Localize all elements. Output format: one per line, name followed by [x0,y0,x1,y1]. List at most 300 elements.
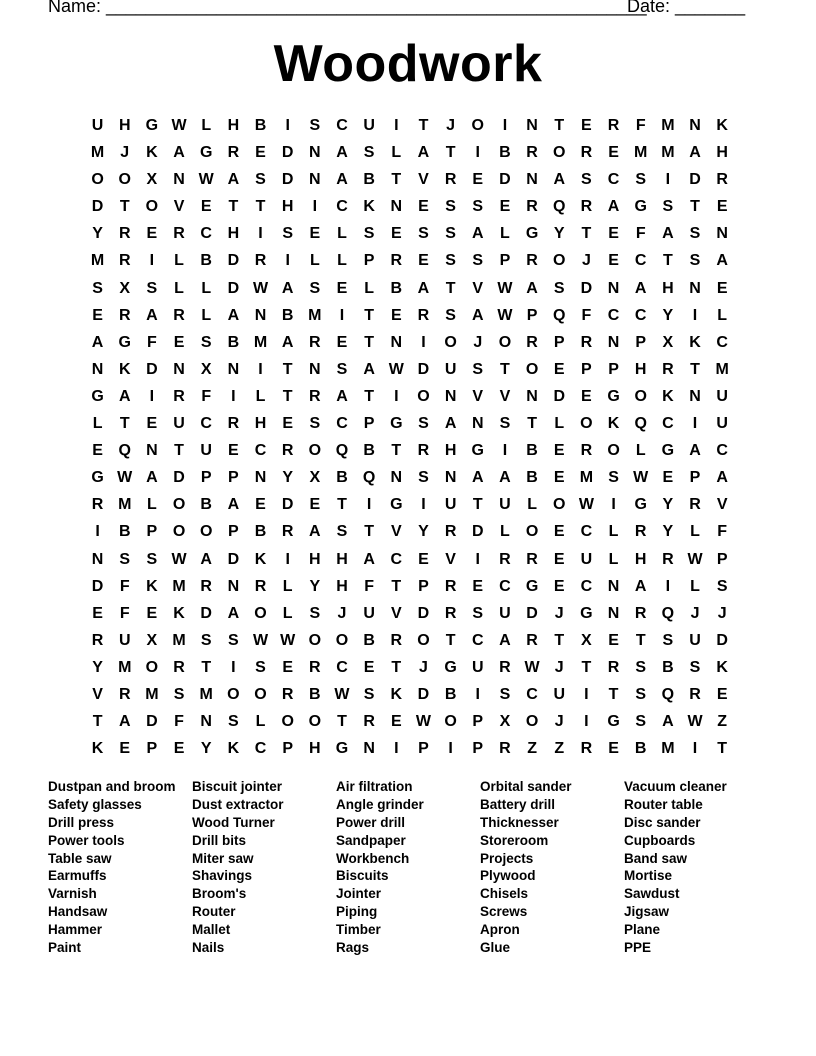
grid-letter: R [526,252,538,270]
grid-letter: J [446,117,456,134]
grid-row [84,247,736,274]
grid-letter: E [255,144,266,162]
grid-letter: T [119,415,130,433]
grid-letter: T [92,713,103,731]
grid-letter: S [445,225,456,243]
grid-letter: Y [200,740,212,758]
word-list-item: Safety glasses [48,796,142,812]
word-list-item: Wood Turner [192,814,275,830]
grid-letter: D [146,360,158,378]
grid-letter: W [334,685,350,703]
grid-letter: S [445,306,456,324]
grid-letter: I [421,496,426,514]
grid-letter: T [635,631,646,649]
grid-letter: T [391,658,402,676]
grid-letter: I [692,740,698,758]
word-list-column [192,778,336,957]
word-list-item: Angle grinder [336,796,424,812]
grid-letter: R [526,550,538,568]
grid-letter: D [689,171,701,189]
grid-letter: S [499,415,511,433]
grid-letter: N [716,225,728,243]
grid-letter: I [339,306,345,324]
grid-letter: W [171,117,187,134]
grid-letter: C [716,442,728,460]
grid-letter: D [200,604,212,622]
grid-letter: F [174,713,184,731]
grid-letter: X [309,469,321,487]
grid-letter: C [580,577,593,595]
grid-letter: N [689,279,701,297]
grid-letter: O [553,496,566,514]
grid-letter: K [662,387,674,405]
grid-letter: Q [634,415,647,433]
grid-letter: M [172,631,186,649]
grid-letter: A [146,306,158,324]
grid-letter: M [715,360,729,378]
grid-letter: C [336,198,348,216]
grid-letter: A [471,225,484,243]
grid-letter: N [91,550,104,568]
grid-letter: R [499,550,511,568]
grid-letter: P [635,333,647,351]
grid-letter: C [716,333,728,351]
grid-letter: O [172,496,186,514]
grid-letter: G [390,415,403,433]
grid-letter: T [608,685,619,703]
grid-letter: O [525,713,539,731]
grid-letter: K [146,144,158,162]
grid-letter: K [390,685,403,703]
word-list-item: Biscuits [336,868,389,884]
word-list-item: Storeroom [480,832,549,848]
grid-letter: O [417,387,430,405]
grid-letter: E [363,658,375,676]
grid-letter: N [526,387,538,405]
grid-letter: I [502,442,508,460]
grid-letter: L [500,225,510,243]
word-list-item: Sandpaper [336,832,406,848]
grid-letter: A [336,387,348,405]
grid-letter: L [201,306,212,324]
grid-letter: R [689,496,701,514]
grid-letter: S [309,279,321,297]
grid-letter: S [418,469,429,487]
grid-letter: T [662,252,673,270]
grid-letter: R [526,198,538,216]
grid-letter: S [472,360,484,378]
grid-letter: L [690,577,700,595]
grid-letter: E [553,577,565,595]
grid-letter: L [255,387,266,405]
grid-letter: P [282,740,293,758]
grid-letter: S [146,550,158,568]
grid-letter: I [665,577,671,595]
word-list-item: Timber [336,922,381,938]
grid-letter: S [608,469,619,487]
grid-letter: D [227,550,240,568]
grid-letter: Z [554,740,565,758]
grid-letter: K [91,740,104,758]
grid-letter: W [415,713,431,731]
grid-letter: D [580,279,593,297]
grid-letter: Y [553,225,565,243]
grid-letter: O [254,685,267,703]
grid-letter: I [502,117,508,134]
grid-letter: U [118,631,131,649]
grid-letter: F [201,387,212,405]
grid-letter: E [499,198,511,216]
grid-letter: A [227,171,240,189]
grid-letter: R [118,685,131,703]
grid-letter: N [607,604,620,622]
grid-row [84,329,736,356]
grid-letter: P [472,740,484,758]
grid-letter: M [118,658,132,676]
grid-letter: R [390,631,403,649]
grid-letter: D [227,252,240,270]
grid-letter: S [635,171,647,189]
grid-letter: M [253,333,268,351]
grid-letter: O [308,713,322,731]
grid-letter: I [258,360,263,378]
grid-letter: I [285,117,290,134]
grid-letter: S [363,144,375,162]
grid-letter: I [394,117,399,134]
grid-letter: B [118,523,131,541]
grid-letter: E [418,550,429,568]
grid-letter: S [363,225,375,243]
grid-letter: M [634,144,648,162]
grid-letter: A [607,198,620,216]
grid-letter: R [689,685,701,703]
grid-letter: X [581,631,592,649]
grid-letter: S [662,198,674,216]
grid-letter: R [254,252,267,270]
word-list-column [48,778,192,957]
grid-letter: W [687,550,703,568]
grid-letter: A [499,469,511,487]
grid-letter: G [525,225,539,243]
grid-letter: A [363,360,375,378]
grid-letter: E [309,225,321,243]
word-list-item: Glue [480,940,511,956]
grid-letter: E [92,604,103,622]
grid-letter: S [363,685,375,703]
grid-letter: S [553,279,565,297]
grid-letter: A [118,713,131,731]
word-list-item: Battery drill [480,796,556,812]
grid-letter: W [633,469,649,487]
grid-letter: T [445,631,456,649]
word-list-item: Dust extractor [192,796,284,812]
word-list-item: Plywood [480,868,536,884]
grid-letter: S [418,225,429,243]
grid-letter: R [526,333,538,351]
grid-letter: O [145,658,159,676]
grid-letter: W [524,658,540,676]
grid-letter: J [717,604,727,622]
word-list-item: Drill bits [192,832,247,848]
grid-letter: E [608,631,619,649]
grid-letter: R [662,550,674,568]
grid-letter: E [716,198,728,216]
grid-letter: A [281,333,294,351]
grid-letter: A [716,252,728,270]
grid-row [84,518,736,545]
grid-letter: Q [553,198,566,216]
grid-letter: I [258,225,263,243]
grid-letter: H [444,442,457,460]
grid-letter: J [120,144,130,162]
grid-letter: T [500,360,510,378]
grid-letter: W [252,631,269,649]
grid-letter: S [92,279,103,297]
word-list-item: Thicknesser [480,814,559,830]
grid-letter: D [281,144,294,162]
grid-letter: S [472,198,484,216]
grid-letter: R [716,171,728,189]
grid-letter: N [444,387,457,405]
grid-letter: O [525,523,539,541]
grid-letter: P [526,306,538,324]
grid-letter: S [309,604,321,622]
grid-letter: M [145,685,159,703]
word-list-item: Broom's [192,886,247,902]
grid-letter: X [499,713,511,731]
grid-letter: S [119,550,131,568]
grid-letter: A [227,496,240,514]
grid-letter: S [146,279,158,297]
grid-letter: V [390,523,402,541]
grid-letter: W [687,713,703,731]
grid-letter: J [690,604,700,622]
grid-letter: L [527,496,537,514]
grid-letter: C [390,550,403,568]
word-list-item: Plane [624,922,661,938]
grid-letter: N [444,469,457,487]
grid-letter: R [91,496,104,514]
grid-letter: N [254,469,267,487]
grid-letter: D [471,523,484,541]
grid-letter: N [254,306,267,324]
grid-letter: L [309,252,320,270]
grid-letter: L [717,306,728,324]
grid-letter: B [662,658,674,676]
grid-letter: U [716,387,728,405]
grid-letter: B [200,496,212,514]
grid-letter: C [662,415,674,433]
grid-letter: S [635,658,647,676]
grid-letter: L [282,604,293,622]
grid-letter: U [200,442,212,460]
grid-letter: H [281,198,294,216]
grid-letter: L [690,523,700,541]
grid-letter: A [173,144,185,162]
word-list-item: Projects [480,850,534,866]
word-list-item: Nails [192,940,225,956]
word-list-item: Miter saw [192,850,254,866]
grid-letter: G [118,333,131,351]
grid-letter: I [149,387,155,405]
grid-letter: C [580,523,593,541]
grid-letter: T [337,713,347,731]
grid-letter: D [91,577,104,595]
grid-letter: O [172,523,186,541]
grid-letter: S [662,631,674,649]
grid-letter: V [472,279,484,297]
grid-letter: U [499,604,511,622]
grid-letter: F [119,604,130,622]
grid-letter: E [228,442,239,460]
grid-row [84,681,736,708]
grid-letter: E [92,442,103,460]
grid-letter: W [388,360,404,378]
grid-letter: X [662,333,674,351]
grid-letter: N [309,360,321,378]
grid-letter: H [634,550,647,568]
grid-letter: R [254,577,267,595]
grid-letter: V [418,171,429,189]
grid-letter: U [444,496,457,514]
grid-letter: N [689,387,701,405]
grid-letter: B [390,279,403,297]
grid-letter: N [526,171,538,189]
grid-letter: Q [553,306,566,324]
grid-letter: L [337,252,347,270]
grid-letter: G [634,496,647,514]
grid-letter: M [579,469,594,487]
grid-letter: N [146,442,158,460]
word-list-item: Workbench [336,850,410,866]
grid-letter: U [580,550,593,568]
grid-letter: M [308,306,322,324]
grid-letter: B [336,469,348,487]
grid-letter: E [390,713,402,731]
grid-letter: U [444,360,457,378]
grid-letter: T [690,198,700,216]
grid-letter: R [580,198,593,216]
grid-letter: E [309,496,321,514]
grid-letter: N [309,144,321,162]
grid-letter: D [417,604,430,622]
grid-letter: B [254,523,267,541]
grid-row [84,302,736,329]
grid-letter: R [200,577,212,595]
grid-letter: T [337,496,347,514]
grid-letter: P [418,577,429,595]
grid-letter: L [391,144,402,162]
grid-letter: E [716,279,728,297]
grid-letter: A [689,442,701,460]
grid-letter: P [146,523,158,541]
grid-letter: D [417,360,430,378]
grid-letter: G [607,387,620,405]
grid-letter: A [716,469,728,487]
grid-letter: P [689,469,701,487]
word-list-item: Screws [480,904,528,920]
grid-letter: B [363,631,375,649]
grid-row [84,437,736,464]
grid-letter: L [147,496,157,514]
grid-letter: B [444,685,457,703]
grid-letter: S [716,577,728,595]
word-list-item: Router [192,904,236,920]
grid-row [84,735,736,762]
grid-letter: O [607,442,620,460]
grid-letter: G [390,496,403,514]
grid-letter: A [634,577,647,595]
grid-letter: Q [362,469,376,487]
grid-letter: E [336,333,348,351]
grid-letter: G [607,713,620,731]
grid-letter: T [391,577,402,595]
word-list-item: Router table [624,796,703,812]
grid-letter: B [363,171,375,189]
grid-letter: Z [717,713,728,731]
grid-letter: E [553,523,565,541]
grid-letter: E [553,360,565,378]
name-field-label: Name: ______________________________________________________ [48,0,647,16]
grid-letter: V [445,550,456,568]
grid-letter: I [665,171,671,189]
grid-letter: E [390,225,402,243]
grid-letter: R [281,685,294,703]
grid-letter: N [607,333,620,351]
grid-letter: O [580,415,593,433]
grid-letter: T [255,198,266,216]
grid-letter: L [364,279,375,297]
grid-letter: E [608,225,619,243]
grid-letter: N [607,279,620,297]
grid-letter: U [471,658,484,676]
grid-letter: K [146,577,158,595]
grid-letter: K [254,550,267,568]
grid-row [84,491,736,518]
grid-letter: R [227,415,240,433]
grid-letter: F [717,523,728,541]
word-list-item: Hammer [48,922,103,938]
grid-letter: K [689,333,701,351]
grid-letter: U [716,415,728,433]
grid-letter: B [200,252,212,270]
grid-letter: V [390,604,402,622]
grid-letter: F [635,117,646,134]
grid-letter: A [309,523,321,541]
grid-letter: E [119,740,131,758]
grid-letter: N [390,333,403,351]
grid-letter: E [553,442,565,460]
grid-letter: P [472,713,484,731]
word-list-item: Apron [480,922,520,938]
grid-letter: Y [662,523,674,541]
grid-letter: S [635,685,647,703]
grid-letter: R [526,144,538,162]
grid-letter: L [608,523,619,541]
grid-letter: R [91,631,104,649]
grid-letter: H [634,360,647,378]
grid-row [84,193,736,220]
grid-row [84,654,736,681]
grid-letter: C [526,685,538,703]
grid-letter: C [336,658,348,676]
grid-letter: I [231,658,236,676]
grid-row [84,708,736,735]
grid-letter: O [444,713,457,731]
grid-letter: C [634,252,647,270]
grid-letter: B [281,306,294,324]
grid-letter: O [444,333,457,351]
